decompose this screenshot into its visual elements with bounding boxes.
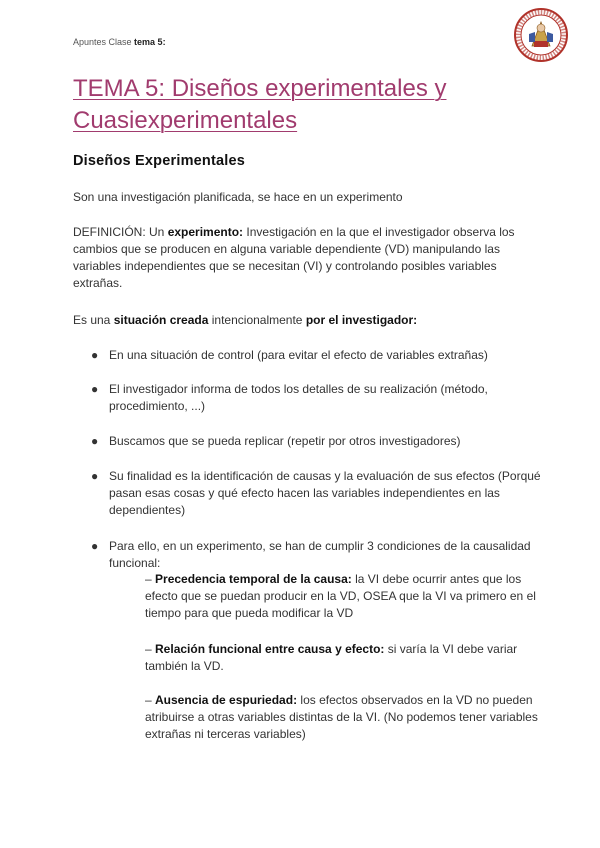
condition-text: si varía la VI debe variar también la VD. [145, 642, 518, 673]
condition-text: la VI debe ocurrir antes que los efecto que se puedan producir en la VD, OSEA que la VI va primero en el tiempo para que pueda modificar la VD [145, 572, 536, 620]
condition-dash: – [145, 572, 156, 586]
condition-text: los efectos observados en la VD no pueden atribuirse a otras variables distintas de la VI. (No podemos tener variables extrañas ni terceras variables) [145, 693, 538, 741]
list-item: Su finalidad es la identificación de causas y la evaluación de sus efectos (Porqué pasan esas cosas y qué efecto hacen las variables independientes en las dependientes) [109, 469, 541, 517]
header-topic: tema 5: [134, 37, 166, 47]
page-title: TEMA 5: Diseños experimentales y Cuasiexperimentales [73, 75, 447, 134]
page-header [73, 37, 166, 47]
condition-item [145, 641, 555, 675]
list-item: En una situación de control (para evitar el efecto de variables extrañas) [109, 348, 488, 362]
list-item: Buscamos que se pueda replicar (repetir por otros investigadores) [109, 434, 461, 448]
definition-text: Investigación en la que el investigador observa los cambios que se producen en alguna variable dependiente (VD) manipulando las variables independientes que se necesitan (VI) y controlando posibles variables extrañas. [73, 225, 515, 290]
university-seal-icon [514, 8, 568, 62]
definition-prefix: DEFINICIÓN: Un [73, 225, 168, 239]
bullet-dot-icon: ● [91, 469, 99, 483]
section-heading: Diseños Experimentales [73, 153, 246, 169]
condition-title: Ausencia de espuriedad: [155, 693, 298, 707]
bullet-dot-icon: ● [91, 348, 99, 362]
condition-title: Relación funcional entre causa y efecto: [155, 642, 385, 656]
condition-dash: – [145, 693, 156, 707]
list-item: El investigador informa de todos los detalles de su realización (método, procedimiento, ...) [109, 382, 488, 413]
list-item: Para ello, en un experimento, se han de cumplir 3 condiciones de la causalidad funcional: [109, 539, 531, 570]
condition-item [145, 571, 555, 622]
header-prefix: Apuntes Clase [73, 37, 135, 47]
situation-bold-2: por el investigador: [305, 313, 418, 327]
bullet-dot-icon: ● [91, 539, 99, 553]
definition-term: experimento: [167, 225, 244, 239]
bullet-dot-icon: ● [91, 434, 99, 448]
condition-title: Precedencia temporal de la causa: [155, 572, 352, 586]
condition-item [145, 692, 555, 743]
definition-paragraph [73, 224, 543, 292]
intro-paragraph: Son una investigación planificada, se hace en un experimento [73, 190, 403, 204]
condition-dash: – [145, 642, 156, 656]
situation-text-1: Es una [73, 313, 114, 327]
bullet-dot-icon: ● [91, 382, 99, 396]
situation-paragraph [73, 312, 543, 329]
situation-text-2: intencionalmente [208, 313, 306, 327]
situation-bold-1: situación creada [113, 313, 209, 327]
